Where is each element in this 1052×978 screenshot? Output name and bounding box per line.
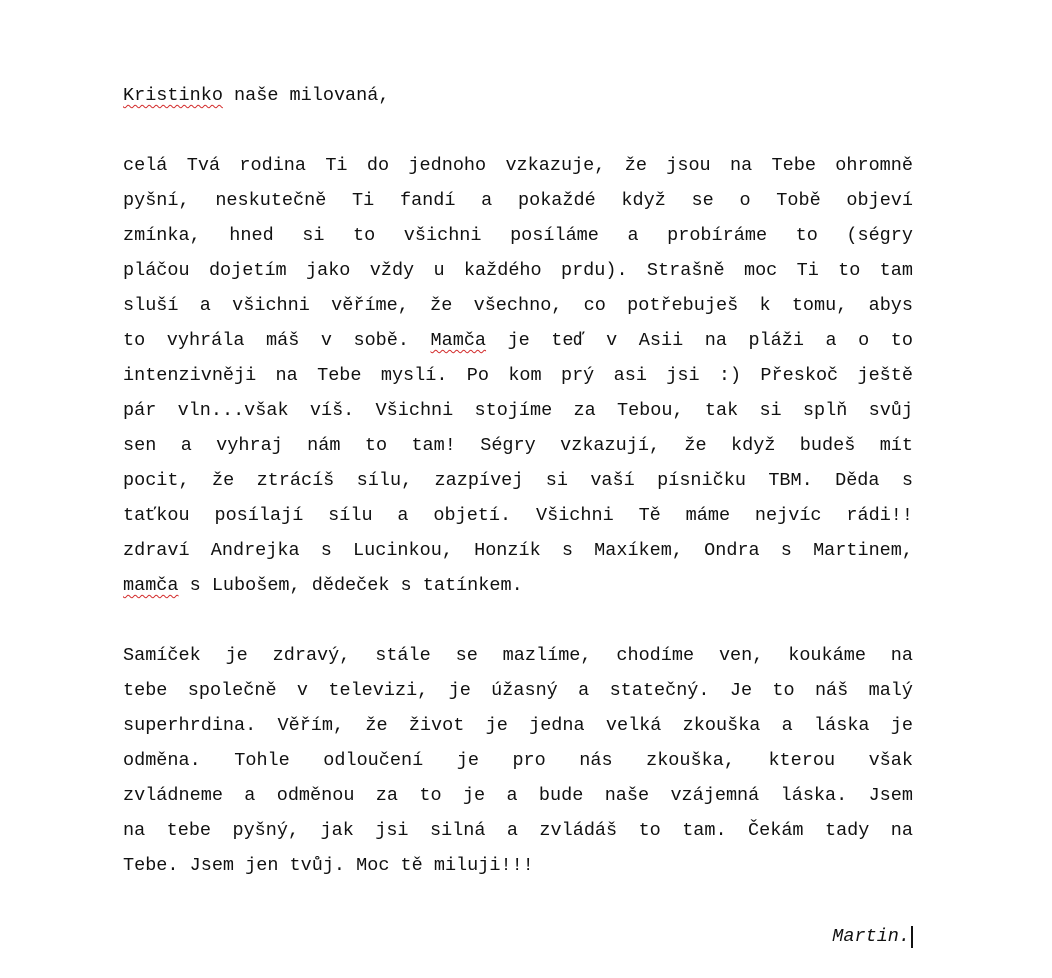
signature-text: Martin. — [832, 926, 910, 947]
blank-line — [123, 113, 913, 148]
blank-line — [123, 603, 913, 638]
paragraph-line: superhrdina. Věřím, že život je jedna velká zkouška a láska je — [123, 715, 913, 736]
paragraph-line — [123, 568, 913, 603]
text-cursor — [911, 926, 913, 948]
signature-line — [832, 919, 913, 954]
paragraph-line — [123, 323, 913, 358]
paragraph-line: zvládneme a odměnou za to je a bude naše vzájemná láska. Jsem — [123, 785, 913, 806]
paragraph-line: odměna. Tohle odloučení je pro nás zkouška, kterou však — [123, 750, 913, 771]
paragraph-line: celá Tvá rodina Ti do jednoho vzkazuje, že jsou na Tebe ohromně — [123, 155, 913, 176]
paragraph-line: pláčou dojetím jako vždy u každého prdu). Strašně moc Ti to tam — [123, 260, 913, 281]
paragraph-line: sluší a všichni věříme, že všechno, co potřebuješ k tomu, abys — [123, 295, 913, 316]
line-segment: je teď v Asii na pláži a o to — [486, 330, 913, 351]
paragraph-line: tebe společně v televizi, je úžasný a statečný. Je to náš malý — [123, 680, 913, 701]
greeting-line — [123, 78, 913, 113]
paragraph-line: pár vln...však víš. Všichni stojíme za Tebou, tak si splň svůj — [123, 400, 913, 421]
paragraph-line: Samíček je zdravý, stále se mazlíme, chodíme ven, koukáme na — [123, 645, 913, 666]
paragraph-line: Tebe. Jsem jen tvůj. Moc tě miluji!!! — [123, 855, 534, 876]
line-segment: to vyhrála máš v sobě. — [123, 330, 431, 351]
line-segment: s Lubošem, dědeček s tatínkem. — [178, 575, 523, 596]
paragraph-line: sen a vyhraj nám to tam! Ségry vzkazují, že když budeš mít — [123, 435, 913, 456]
letter-body[interactable] — [123, 78, 913, 883]
paragraph-line: pocit, že ztrácíš sílu, zazpívej si vaší písničku TBM. Děda s — [123, 470, 913, 491]
paragraph-line: intenzivněji na Tebe myslí. Po kom prý asi jsi :) Přeskoč ještě — [123, 365, 913, 386]
paragraph-line: taťkou posílají sílu a objetí. Všichni Tě máme nejvíc rádi!! — [123, 505, 913, 526]
paragraph-line: na tebe pyšný, jak jsi silná a zvládáš to tam. Čekám tady na — [123, 820, 913, 841]
paragraph-line: pyšní, neskutečně Ti fandí a pokaždé když se o Tobě objeví — [123, 190, 913, 211]
paragraph-line: zdraví Andrejka s Lucinkou, Honzík s Maxíkem, Ondra s Martinem, — [123, 540, 913, 561]
greeting-text: naše milovaná, — [222, 85, 390, 106]
spellcheck-flag: Mamča — [430, 330, 487, 351]
spellcheck-flag: Kristinko — [123, 85, 223, 106]
spellcheck-flag: mamča — [123, 575, 179, 596]
paragraph-line: zmínka, hned si to všichni posíláme a probíráme to (ségry — [123, 225, 913, 246]
